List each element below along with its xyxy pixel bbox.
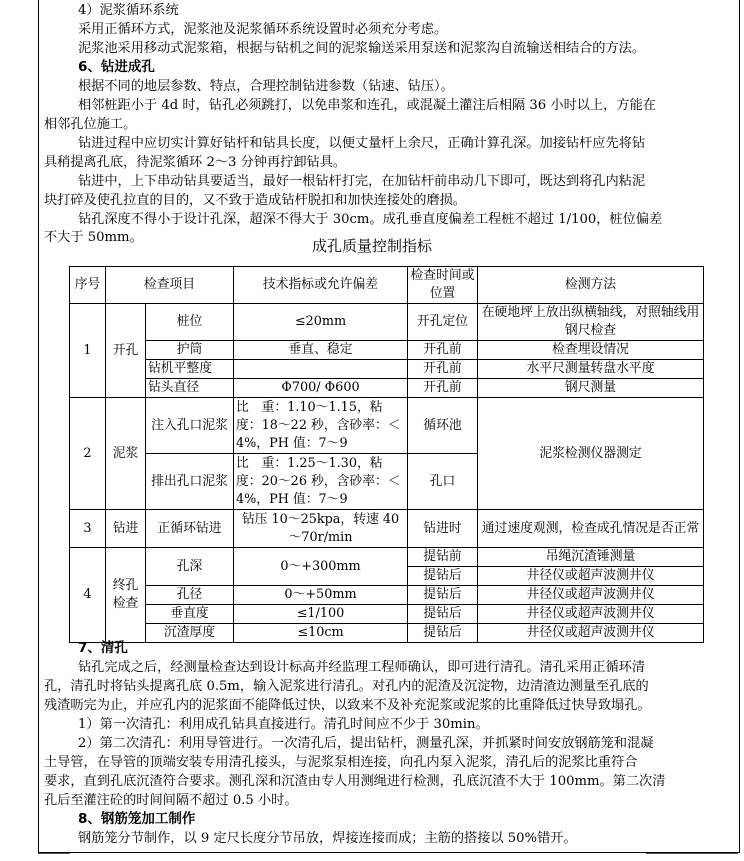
row-number: 2 [70, 398, 106, 510]
section-heading-7: 7、清孔 [78, 640, 128, 656]
item-cell: 护筒 [146, 341, 234, 360]
group-label: 钻进 [106, 510, 146, 548]
table-row [70, 341, 704, 360]
when-cell: 循环池 [408, 398, 478, 454]
table-row [70, 510, 704, 548]
table-row [70, 624, 704, 643]
table-row [70, 304, 704, 341]
paragraph-line: 要求，直到孔底沉渣符合要求。测孔深和沉渣由专人用测绳进行检测，孔底沉渣不大于 100mm。第二次清 [44, 774, 666, 789]
paragraph-line: 不大于 50mm。 [44, 230, 143, 245]
spec-cell: Φ700/ Φ600 [234, 379, 408, 398]
paragraph-line: 具稍提离孔底，待泥浆循环 2～3 分钟再拧卸钻具。 [44, 155, 347, 170]
item-cell: 桩位 [146, 304, 234, 341]
header-cell: 技术指标或允许偏差 [234, 267, 408, 304]
item-cell: 垂直度 [146, 605, 234, 624]
group-label: 泥浆 [106, 398, 146, 510]
spec-cell [234, 360, 408, 379]
paragraph-line: 钢筋笼分节制作，以 9 定尺长度分节吊放，焊接连接而成；主筋的搭接以 50%错开。 [78, 831, 577, 846]
quality-control-table [69, 266, 704, 643]
item-cell: 孔深 [146, 548, 234, 586]
method-cell: 井径仪或超声波测井仪 [478, 567, 704, 586]
table-row [70, 379, 704, 398]
paragraph-line: 采用正循环方式，泥浆池及泥浆循环系统设置时必须充分考虑。 [78, 22, 448, 37]
table-row [70, 605, 704, 624]
when-cell: 提钻前 [408, 548, 478, 567]
paragraph-line: 1）第一次清孔：利用成孔钻具直接进行。清孔时间应不少于 30min。 [78, 717, 489, 732]
when-cell: 开孔定位 [408, 304, 478, 341]
spec-cell: 0～+50mm [234, 586, 408, 605]
header-cell: 检查时间或位置 [408, 267, 478, 304]
spec-cell: ≤1/100 [234, 605, 408, 624]
section-heading-6: 6、钻进成孔 [78, 59, 155, 75]
method-cell: 吊绳沉渣锤测量 [478, 548, 704, 567]
item-cell: 排出孔口泥浆 [146, 454, 234, 510]
row-number: 1 [70, 304, 106, 398]
paragraph-line: 相邻桩距小于 4d 时，钻孔必须跳打，以免串浆和连孔，或混凝土灌注后相隔 36 小时以上，方能在 [78, 98, 656, 113]
method-cell: 井径仪或超声波测井仪 [478, 605, 704, 624]
group-label: 终孔检查 [106, 548, 146, 643]
paragraph-line: 钻进过程中应切实计算好钻杆和钻具长度，以便丈量杆上余尺，正确计算孔深。加接钻杆应先将钻 [78, 136, 646, 151]
method-cell: 钢尺测量 [478, 379, 704, 398]
header-cell: 检查项目 [106, 267, 234, 304]
item-cell: 钻头直径 [146, 379, 234, 398]
paragraph-line: 相邻孔位施工。 [44, 117, 137, 132]
when-cell: 提钻后 [408, 567, 478, 586]
when-cell: 开孔前 [408, 341, 478, 360]
row-number: 3 [70, 510, 106, 548]
paragraph-line: 根据不同的地层参数、特点，合理控制钻进参数（钻速、钻压）。 [78, 79, 454, 94]
spec-cell: 0～+300mm [234, 548, 408, 586]
paragraph-line: 钻进中，上下串动钻具要适当，最好一根钻杆打完，在加钻杆前串动几下即可，既达到将孔内粘泥 [78, 174, 646, 189]
when-cell: 开孔前 [408, 379, 478, 398]
when-cell: 钻进时 [408, 510, 478, 548]
table-title: 成孔质量控制指标 [311, 237, 432, 255]
when-cell: 孔口 [408, 454, 478, 510]
paragraph-line: 块打碎及使孔拉直的目的，又不致于造成钻杆脱扣和加快连接处的磨损。 [44, 193, 466, 208]
table-row [70, 548, 704, 567]
method-cell: 检查埋设情况 [478, 341, 704, 360]
item-cell: 正循环钻进 [146, 510, 234, 548]
item-cell: 孔径 [146, 586, 234, 605]
item-cell: 注入孔口泥浆 [146, 398, 234, 454]
spec-cell: 钻压 10～25kpa，转速 40～70r/min [234, 510, 408, 548]
method-cell: 通过速度观测，检查成孔情况是否正常 [478, 510, 704, 548]
paragraph-line: 钻孔深度不得小于设计孔深，超深不得大于 30cm。成孔垂直度偏差工程桩不超过 1/100，桩位偏差 [78, 212, 663, 227]
subsection-heading: 4）泥浆循环系统 [78, 3, 179, 18]
method-cell: 水平尺测量转盘水平度 [478, 360, 704, 379]
method-cell: 井径仪或超声波测井仪 [478, 586, 704, 605]
spec-cell: 垂直、稳定 [234, 341, 408, 360]
method-cell: 泥浆检测仪器测定 [478, 398, 704, 510]
paragraph-line: 孔，清孔时将钻头提离孔底 0.5m，输入泥浆进行清孔。对孔内的泥渣及沉淀物，边清渣边测量至孔底的 [44, 679, 649, 694]
paragraph-line: 泥浆池采用移动式泥浆箱，根据与钻机之间的泥浆输送采用泵送和泥浆沟自流输送相结合的方法。 [78, 41, 646, 56]
header-cell: 检测方法 [478, 267, 704, 304]
row-number: 4 [70, 548, 106, 643]
table-row [70, 398, 704, 454]
group-label: 开孔 [106, 304, 146, 398]
spec-cell: ≤10cm [234, 624, 408, 643]
spec-cell: 比 重：1.10～1.15，粘度：18～22 秒，含砂率：＜4%，PH 值：7～9 [234, 398, 408, 454]
table-row [70, 586, 704, 605]
item-cell: 钻机平整度 [146, 360, 234, 379]
when-cell: 开孔前 [408, 360, 478, 379]
spec-cell: ≤20mm [234, 304, 408, 341]
paragraph-line: 钻孔完成之后，经测量检查达到设计标高并经监理工程师确认，即可进行清孔。清孔采用正循环清 [78, 660, 646, 675]
paragraph-line: 孔后至灌注砼的时间间隔不超过 0.5 小时。 [44, 793, 298, 808]
table-header-row [70, 267, 704, 304]
header-cell: 序号 [70, 267, 106, 304]
table-row [70, 360, 704, 379]
section-heading-8: 8、钢筋笼加工制作 [78, 811, 196, 827]
paragraph-line: 土导管，在导管的顶端安装专用清孔接头，与泥浆泵相连接，向孔内泵入泥浆，清孔后的泥浆比重符合 [44, 755, 638, 770]
paragraph-line: 残渣呖完为止，并应孔内的泥浆面不能降低过快，以致来不及补充泥浆或泥浆的比重降低过快导致塌孔。 [44, 698, 651, 713]
method-cell: 在硬地坪上放出纵横轴线，对照轴线用钢尺检查 [478, 304, 704, 341]
paragraph-line: 2）第二次清孔：利用导管进行。一次清孔后，提出钻杆，测量孔深，并抓紧时间安放钢筋笼和混凝 [78, 736, 654, 751]
when-cell: 提钻后 [408, 605, 478, 624]
item-cell: 沉渣厚度 [146, 624, 234, 643]
when-cell: 提钻后 [408, 586, 478, 605]
when-cell: 提钻后 [408, 624, 478, 643]
method-cell: 井径仪或超声波测井仪 [478, 624, 704, 643]
spec-cell: 比 重：1.25～1.30，粘度：20～26 秒，含砂率：＜4%，PH 值：7～9 [234, 454, 408, 510]
